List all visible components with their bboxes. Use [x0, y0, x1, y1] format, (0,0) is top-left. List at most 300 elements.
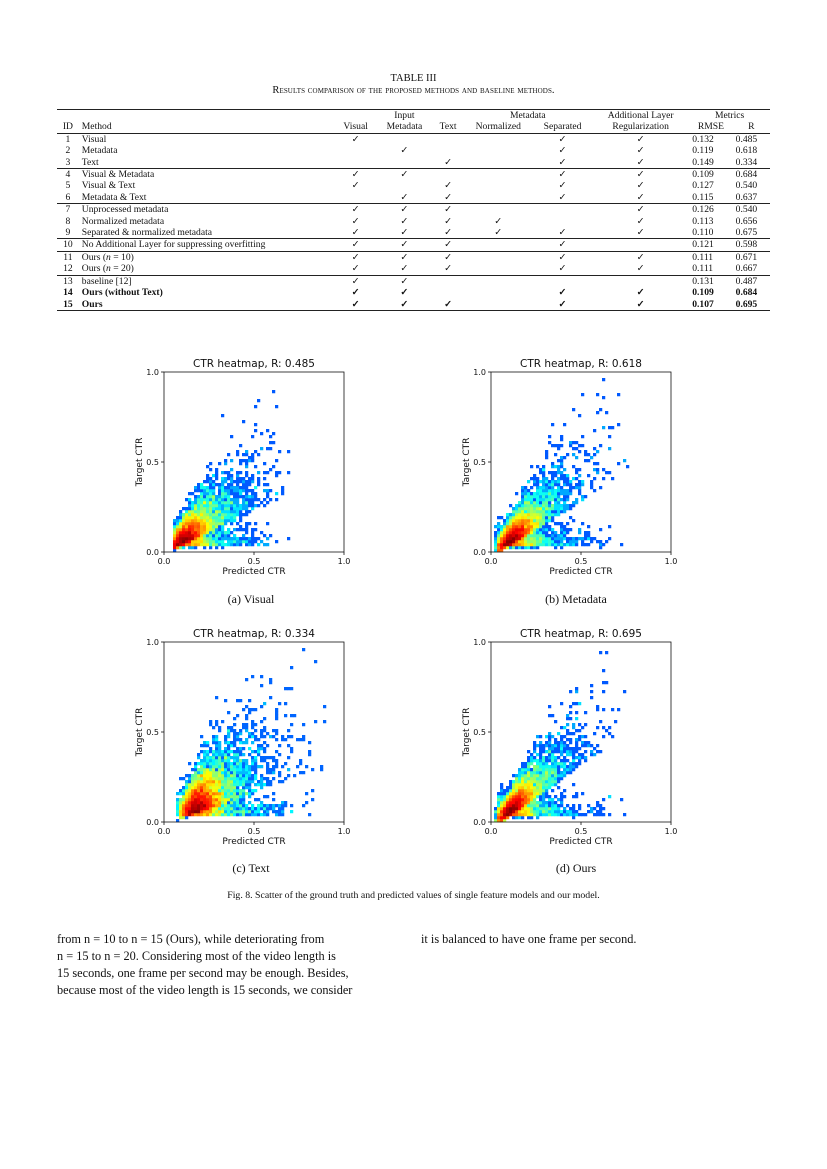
- heatmap-cell: [545, 528, 548, 531]
- heatmap-cell: [551, 516, 554, 519]
- heatmap-cell: [245, 462, 248, 465]
- heatmap-cell: [194, 531, 197, 534]
- heatmap-cell: [563, 477, 566, 480]
- heatmap-cell: [578, 468, 581, 471]
- heatmap-cell: [506, 519, 509, 522]
- heatmap-cell: [260, 684, 263, 687]
- heatmap-cell: [221, 522, 224, 525]
- cell-regularization: ✓: [636, 263, 645, 275]
- heatmap-cell: [530, 810, 533, 813]
- heatmap-cell: [182, 534, 185, 537]
- heatmap-cell: [593, 477, 596, 480]
- heatmap-cell: [509, 795, 512, 798]
- heatmap-cell: [548, 810, 551, 813]
- heatmap-cell: [536, 546, 539, 549]
- heatmap-cell: [551, 783, 554, 786]
- heatmap-cell: [497, 528, 500, 531]
- heatmap-cell: [584, 735, 587, 738]
- group-header-metadata: Metadata: [464, 110, 593, 122]
- heatmap-cell: [578, 759, 581, 762]
- heatmap-cell: [215, 531, 218, 534]
- heatmap-cell: [236, 798, 239, 801]
- heatmap-cell: [191, 774, 194, 777]
- heatmap-cell: [203, 525, 206, 528]
- heatmap-cell: [581, 813, 584, 816]
- heatmap-cell: [572, 723, 575, 726]
- heatmap-cell: [569, 747, 572, 750]
- heatmap-cell: [530, 771, 533, 774]
- cell-method: Visual & Text: [81, 180, 136, 192]
- heatmap-cell: [218, 498, 221, 501]
- heatmap-cell: [221, 756, 224, 759]
- heatmap-cell: [218, 516, 221, 519]
- heatmap-cell: [248, 459, 251, 462]
- heatmap-cell: [554, 759, 557, 762]
- heatmap-cell: [545, 489, 548, 492]
- heatmap-cell: [236, 489, 239, 492]
- heatmap-cell: [554, 465, 557, 468]
- heatmap-cell: [581, 483, 584, 486]
- heatmap-cell: [203, 534, 206, 537]
- heatmap-cell: [218, 807, 221, 810]
- heatmap-cell: [554, 471, 557, 474]
- heatmap-cell: [236, 813, 239, 816]
- heatmap-cell: [257, 807, 260, 810]
- heatmap-cell: [233, 543, 236, 546]
- heatmap-cell: [548, 441, 551, 444]
- heatmap-cell: [560, 543, 563, 546]
- heatmap-cell: [206, 795, 209, 798]
- heatmap-cell: [533, 777, 536, 780]
- heatmap-cell: [215, 786, 218, 789]
- heatmap-cell: [539, 516, 542, 519]
- cell-method: Ours (without Text): [81, 287, 163, 299]
- heatmap-cell: [596, 411, 599, 414]
- heatmap-cell: [500, 783, 503, 786]
- heatmap-cell: [554, 750, 557, 753]
- heatmap-cell: [548, 513, 551, 516]
- heatmap-cell: [602, 378, 605, 381]
- heatmap-cell: [179, 804, 182, 807]
- heatmap-cell: [194, 537, 197, 540]
- heatmap-cell: [212, 807, 215, 810]
- heatmap-cell: [278, 804, 281, 807]
- heatmap-cell: [503, 543, 506, 546]
- heatmap-cell: [179, 789, 182, 792]
- heatmap-cell: [200, 780, 203, 783]
- heatmap-cell: [218, 525, 221, 528]
- heatmap-cell: [524, 522, 527, 525]
- heatmap-cell: [512, 798, 515, 801]
- heatmap-cell: [578, 729, 581, 732]
- heatmap-cell: [530, 528, 533, 531]
- heatmap-cell: [221, 477, 224, 480]
- heatmap-cell: [557, 480, 560, 483]
- heatmap-cell: [608, 435, 611, 438]
- heatmap-cell: [206, 474, 209, 477]
- heatmap-cell: [584, 543, 587, 546]
- heatmap-cell: [185, 519, 188, 522]
- heatmap-cell: [533, 525, 536, 528]
- heatmap-cell: [551, 744, 554, 747]
- heatmap-cell: [197, 519, 200, 522]
- heatmap-cell: [215, 795, 218, 798]
- heatmap-cell: [539, 522, 542, 525]
- heatmap-cell: [254, 765, 257, 768]
- cell-id: 2: [65, 145, 71, 157]
- heatmap-cell: [245, 777, 248, 780]
- heatmap-cell: [542, 801, 545, 804]
- heatmap-cell: [569, 504, 572, 507]
- heatmap-cell: [236, 474, 239, 477]
- heatmap-cell: [545, 801, 548, 804]
- cell-r: 0.656: [735, 215, 758, 227]
- heatmap-cell: [605, 729, 608, 732]
- method-text: = 10): [110, 251, 134, 263]
- heatmap-cell: [194, 798, 197, 801]
- heatmap-cell: [575, 690, 578, 693]
- heatmap-cell: [254, 759, 257, 762]
- heatmap-cell: [539, 504, 542, 507]
- heatmap-cell: [194, 774, 197, 777]
- heatmap-cell: [536, 753, 539, 756]
- heatmap-cell: [575, 747, 578, 750]
- heatmap-cell: [518, 789, 521, 792]
- heatmap-cell: [260, 804, 263, 807]
- heatmap-cell: [236, 792, 239, 795]
- heatmap-cell: [212, 765, 215, 768]
- heatmap-cell: [608, 471, 611, 474]
- heatmap-cell: [215, 720, 218, 723]
- heatmap-cell: [560, 777, 563, 780]
- heatmap-cell: [194, 516, 197, 519]
- heatmap-cell: [203, 795, 206, 798]
- heatmap-cell: [233, 774, 236, 777]
- heatmap-cell: [569, 738, 572, 741]
- heatmap-cell: [239, 807, 242, 810]
- cell-visual: [335, 157, 376, 169]
- heatmap-cell: [209, 759, 212, 762]
- heatmap-cell: [596, 462, 599, 465]
- heatmap-cell: [209, 765, 212, 768]
- heatmap-cell: [239, 513, 242, 516]
- heatmap-cell: [542, 786, 545, 789]
- y-axis-label: Target CTR: [462, 707, 472, 757]
- heatmap-cell: [206, 762, 209, 765]
- heatmap-cell: [581, 741, 584, 744]
- heatmap-cell: [230, 531, 233, 534]
- heatmap-cell: [218, 507, 221, 510]
- heatmap-cell: [221, 810, 224, 813]
- heatmap-cell: [185, 801, 188, 804]
- heatmap-cell: [194, 522, 197, 525]
- heatmap-cell: [203, 807, 206, 810]
- heatmap-cell: [272, 771, 275, 774]
- heatmap-cell: [260, 774, 263, 777]
- cell-separated: ✓: [558, 263, 567, 275]
- heatmap-cell: [575, 813, 578, 816]
- heatmap-cell: [506, 786, 509, 789]
- heatmap-cell: [293, 774, 296, 777]
- heatmap-cell: [212, 783, 215, 786]
- heatmap-cell: [536, 543, 539, 546]
- heatmap-cell: [248, 708, 251, 711]
- heatmap-cell: [557, 483, 560, 486]
- heatmap-cell: [566, 768, 569, 771]
- heatmap-cell: [518, 777, 521, 780]
- heatmap-cell: [218, 513, 221, 516]
- heatmap-cell: [281, 738, 284, 741]
- y-tick-label: 0.0: [146, 548, 159, 557]
- heatmap-cell: [524, 762, 527, 765]
- heatmap-cell: [224, 537, 227, 540]
- heatmap-cell: [233, 528, 236, 531]
- heatmap-cell: [515, 804, 518, 807]
- heatmap-cell: [569, 813, 572, 816]
- heatmap-cell: [563, 423, 566, 426]
- heatmap-cell: [542, 501, 545, 504]
- x-axis-label: Predicted CTR: [222, 567, 286, 577]
- heatmap-cell: [302, 648, 305, 651]
- heatmap-cell: [509, 543, 512, 546]
- heatmap-cell: [251, 723, 254, 726]
- heatmap-cell: [239, 459, 242, 462]
- heatmap-cell: [212, 792, 215, 795]
- heatmap-cell: [260, 747, 263, 750]
- heatmap-cell: [266, 795, 269, 798]
- heatmap-cell: [227, 531, 230, 534]
- heatmap-cell: [185, 507, 188, 510]
- heatmap-cell: [227, 726, 230, 729]
- heatmap-cell: [245, 705, 248, 708]
- heatmap-cell: [512, 513, 515, 516]
- heatmap-cell: [206, 813, 209, 816]
- heatmap-cell: [182, 813, 185, 816]
- heatmap-cell: [527, 507, 530, 510]
- heatmap-cell: [206, 507, 209, 510]
- heatmap-cell: [248, 765, 251, 768]
- table-row: [57, 204, 770, 216]
- heatmap-cell: [593, 429, 596, 432]
- heatmap-cell: [566, 813, 569, 816]
- heatmap-cell: [245, 762, 248, 765]
- heatmap-cell: [530, 486, 533, 489]
- cell-r: 0.598: [733, 239, 770, 251]
- heatmap-cell: [581, 498, 584, 501]
- heatmap-cell: [521, 765, 524, 768]
- heatmap-cell: [533, 507, 536, 510]
- heatmap-cell: [509, 528, 512, 531]
- heatmap-cell: [533, 474, 536, 477]
- heatmap-cell: [545, 762, 548, 765]
- heatmap-cell: [233, 780, 236, 783]
- heatmap-cell: [566, 477, 569, 480]
- heatmap-cell: [542, 792, 545, 795]
- heatmap-cell: [203, 516, 206, 519]
- heatmap-cell: [554, 807, 557, 810]
- heatmap-cell: [176, 813, 179, 816]
- heatmap-cell: [275, 492, 278, 495]
- heatmap-cell: [200, 504, 203, 507]
- heatmap-cell: [260, 783, 263, 786]
- heatmap-cell: [197, 534, 200, 537]
- heatmap-cell: [569, 444, 572, 447]
- heatmap-cell: [218, 771, 221, 774]
- heatmap-cell: [578, 753, 581, 756]
- heatmap-cell: [551, 759, 554, 762]
- heatmap-cell: [545, 450, 548, 453]
- heatmap-cell: [185, 798, 188, 801]
- heatmap-cell: [191, 777, 194, 780]
- heatmap-cell: [215, 471, 218, 474]
- heatmap-cell: [284, 714, 287, 717]
- heatmap-cell: [206, 537, 209, 540]
- heatmap-cell: [554, 765, 557, 768]
- heatmap-cell: [578, 537, 581, 540]
- heatmap-cell: [197, 528, 200, 531]
- heatmap-cell: [539, 519, 542, 522]
- heatmap-cell: [254, 777, 257, 780]
- heatmap-cell: [512, 516, 515, 519]
- heatmap-cell: [548, 489, 551, 492]
- heatmap-cell: [218, 783, 221, 786]
- heatmap-cell: [200, 762, 203, 765]
- heatmap-cell: [221, 471, 224, 474]
- heatmap-cell: [548, 744, 551, 747]
- heatmap-cell: [236, 522, 239, 525]
- heatmap-cell: [224, 462, 227, 465]
- heatmap-cell: [203, 531, 206, 534]
- heatmap-cell: [557, 465, 560, 468]
- heatmap-cell: [530, 477, 533, 480]
- cell-separated: ✓: [533, 239, 592, 251]
- heatmap-cell: [554, 762, 557, 765]
- cell-regularization: ✓: [592, 299, 689, 311]
- heatmap-cell: [197, 489, 200, 492]
- heatmap-cell: [578, 738, 581, 741]
- heatmap-cell: [506, 513, 509, 516]
- heatmap-cell: [524, 765, 527, 768]
- body-left-line: from n = 10 to n = 15 (Ours), while deteriorating from: [57, 932, 325, 946]
- heatmap-cell: [554, 498, 557, 501]
- heatmap-cell: [563, 483, 566, 486]
- heatmap-cell: [545, 771, 548, 774]
- heatmap-cell: [587, 531, 590, 534]
- heatmap-cell: [218, 801, 221, 804]
- cell-normalized: [464, 239, 533, 251]
- heatmap-cell: [551, 474, 554, 477]
- heatmap-cell: [224, 771, 227, 774]
- heatmap-cell: [230, 513, 233, 516]
- heatmap-cell: [242, 807, 245, 810]
- heatmap-cell: [203, 528, 206, 531]
- heatmap-cell: [551, 471, 554, 474]
- cell-metadata: ✓: [376, 169, 432, 181]
- heatmap-cell: [506, 795, 509, 798]
- heatmap-cell: [536, 537, 539, 540]
- heatmap-cell: [185, 786, 188, 789]
- heatmap-cell: [557, 486, 560, 489]
- heatmap-cell: [509, 522, 512, 525]
- heatmap-cell: [230, 771, 233, 774]
- heatmap-cell: [581, 495, 584, 498]
- heatmap-cell: [518, 801, 521, 804]
- heatmap-cell: [209, 483, 212, 486]
- heatmap-cell: [191, 540, 194, 543]
- heatmap-cell: [206, 516, 209, 519]
- cell-rmse: 0.107: [689, 299, 732, 311]
- heatmap-cell: [194, 771, 197, 774]
- heatmap-cell: [572, 816, 575, 819]
- heatmap-cell: [281, 489, 284, 492]
- heatmap-cell: [596, 801, 599, 804]
- heatmap-cell: [572, 813, 575, 816]
- heatmap-cell: [221, 789, 224, 792]
- heatmap-cell: [209, 534, 212, 537]
- heatmap-cell: [209, 531, 212, 534]
- heatmap-cell: [251, 504, 254, 507]
- heatmap-cell: [242, 801, 245, 804]
- heatmap-cell: [545, 810, 548, 813]
- heatmap-cell: [197, 531, 200, 534]
- heatmap-cell: [518, 522, 521, 525]
- heatmap-cell: [548, 528, 551, 531]
- heatmap-cell: [209, 768, 212, 771]
- heatmap-cell: [263, 702, 266, 705]
- heatmap-cell: [266, 543, 269, 546]
- heatmap-cell: [578, 807, 581, 810]
- heatmap-cell: [242, 498, 245, 501]
- heatmap-cell: [227, 750, 230, 753]
- plot-title: CTR heatmap, R: 0.695: [520, 628, 642, 640]
- heatmap-cell: [581, 444, 584, 447]
- heatmap-cell: [515, 813, 518, 816]
- heatmap-cell: [515, 513, 518, 516]
- heatmap-cell: [596, 810, 599, 813]
- heatmap-cell: [500, 786, 503, 789]
- y-tick-label: 0.0: [473, 548, 486, 557]
- heatmap-cell: [200, 765, 203, 768]
- heatmap-cell: [548, 516, 551, 519]
- heatmap-cell: [221, 801, 224, 804]
- heatmap-cell: [218, 804, 221, 807]
- heatmap-cell: [242, 759, 245, 762]
- heatmap-cell: [272, 792, 275, 795]
- heatmap-cell: [263, 804, 266, 807]
- heatmap-cell: [560, 801, 563, 804]
- heatmap-cell: [272, 441, 275, 444]
- heatmap-cell: [563, 543, 566, 546]
- heatmap-cell: [173, 540, 176, 543]
- heatmap-cell: [209, 468, 212, 471]
- heatmap-cell: [221, 798, 224, 801]
- heatmap-cell: [188, 519, 191, 522]
- heatmap-cell: [179, 522, 182, 525]
- heatmap-cell: [233, 777, 236, 780]
- heatmap-cell: [215, 783, 218, 786]
- heatmap-cell: [218, 462, 221, 465]
- heatmap-cell: [566, 531, 569, 534]
- plot-title: CTR heatmap, R: 0.334: [193, 628, 315, 640]
- heatmap-cell: [560, 750, 563, 753]
- heatmap-cell: [572, 501, 575, 504]
- heatmap-cell: [194, 807, 197, 810]
- cell-normalized: [464, 157, 533, 169]
- heatmap-cell: [200, 801, 203, 804]
- heatmap-cell: [515, 807, 518, 810]
- heatmap-cell: [242, 477, 245, 480]
- heatmap-cell: [593, 537, 596, 540]
